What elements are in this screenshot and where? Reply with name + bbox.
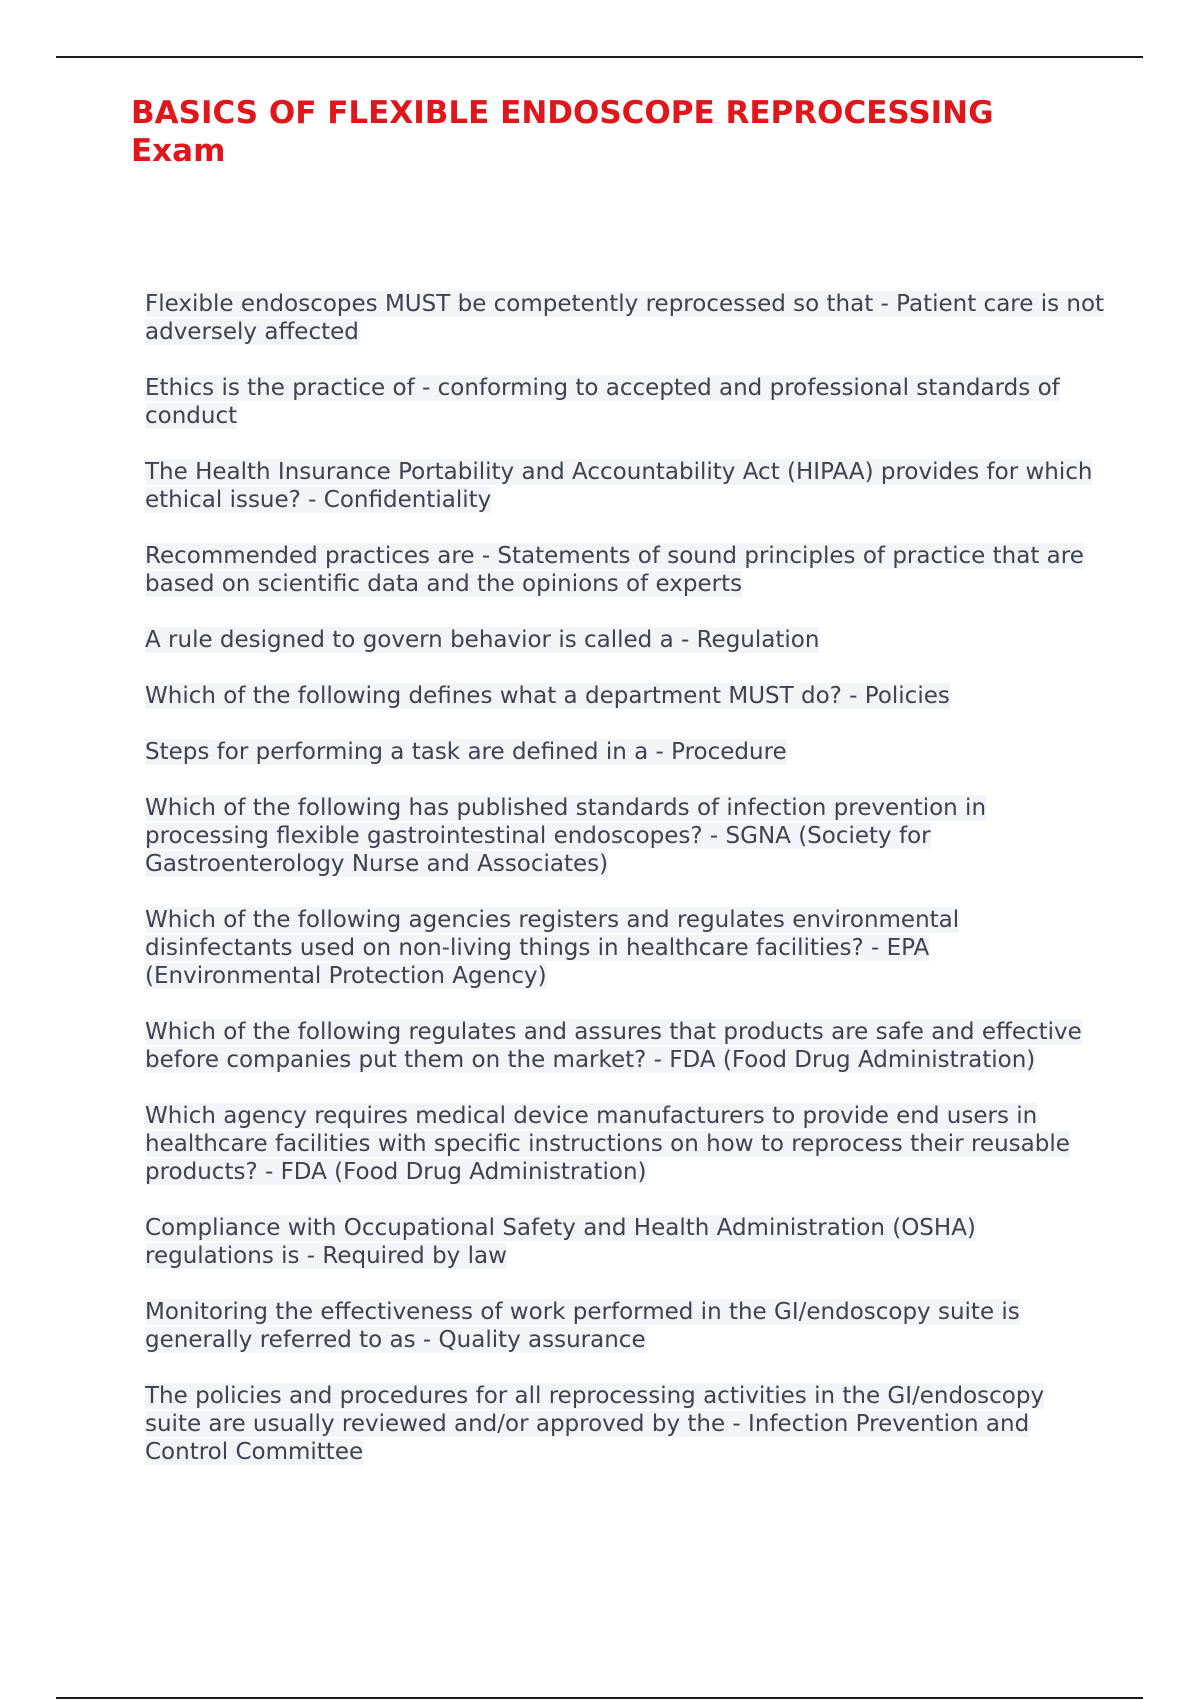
qa-text: Which agency requires medical device manufacturers to provide end users in healthcare facilities with specific instructions on how to reprocess their reusable products? - FDA (Food Drug Administration) [145, 1103, 1070, 1185]
qa-text: Which of the following defines what a department MUST do? - Policies [145, 683, 950, 709]
qa-item [145, 1214, 1105, 1270]
qa-item [145, 682, 1105, 710]
qa-item [145, 1018, 1105, 1074]
document-title: BASICS OF FLEXIBLE ENDOSCOPE REPROCESSING Exam [131, 95, 994, 169]
qa-text: The policies and procedures for all reprocessing activities in the GI/endoscopy suite are usually reviewed and/or approved by the - Infection Prevention and Control Committee [145, 1383, 1045, 1465]
qa-text: A rule designed to govern behavior is called a - Regulation [145, 627, 820, 653]
qa-text: Which of the following agencies registers and regulates environmental disinfectants used on non-living things in healthcare facilities? - EPA (Environmental Protection Agency) [145, 907, 960, 989]
qa-text: Monitoring the effectiveness of work performed in the GI/endoscopy suite is generally referred to as - Quality assurance [145, 1299, 1020, 1353]
qa-item [145, 458, 1105, 514]
qa-item [145, 374, 1105, 430]
question-answer-list [145, 290, 1105, 1494]
qa-text: Ethics is the practice of - conforming to accepted and professional standards of conduct [145, 375, 1060, 429]
qa-item [145, 1382, 1105, 1466]
qa-text: Recommended practices are - Statements of sound principles of practice that are based on scientific data and the opinions of experts [145, 543, 1084, 597]
qa-item [145, 906, 1105, 990]
qa-text: Flexible endoscopes MUST be competently reprocessed so that - Patient care is not adversely affected [145, 291, 1105, 345]
qa-item [145, 794, 1105, 878]
qa-text: Which of the following has published standards of infection prevention in processing flexible gastrointestinal endoscopes? - SGNA (Society for Gastroenterology Nurse and Associates) [145, 795, 987, 877]
qa-text: Compliance with Occupational Safety and Health Administration (OSHA) regulations is - Required by law [145, 1215, 976, 1269]
qa-item [145, 738, 1105, 766]
qa-item [145, 542, 1105, 598]
bottom-divider [56, 1697, 1143, 1699]
top-divider [56, 56, 1143, 58]
qa-item [145, 626, 1105, 654]
qa-text: Which of the following regulates and assures that products are safe and effective before companies put them on the market? - FDA (Food Drug Administration) [145, 1019, 1082, 1073]
qa-item [145, 1102, 1105, 1186]
qa-item [145, 1298, 1105, 1354]
qa-text: The Health Insurance Portability and Accountability Act (HIPAA) provides for which ethical issue? - Confidentiality [145, 459, 1093, 513]
qa-item [145, 290, 1105, 346]
qa-text: Steps for performing a task are defined in a - Procedure [145, 739, 787, 765]
